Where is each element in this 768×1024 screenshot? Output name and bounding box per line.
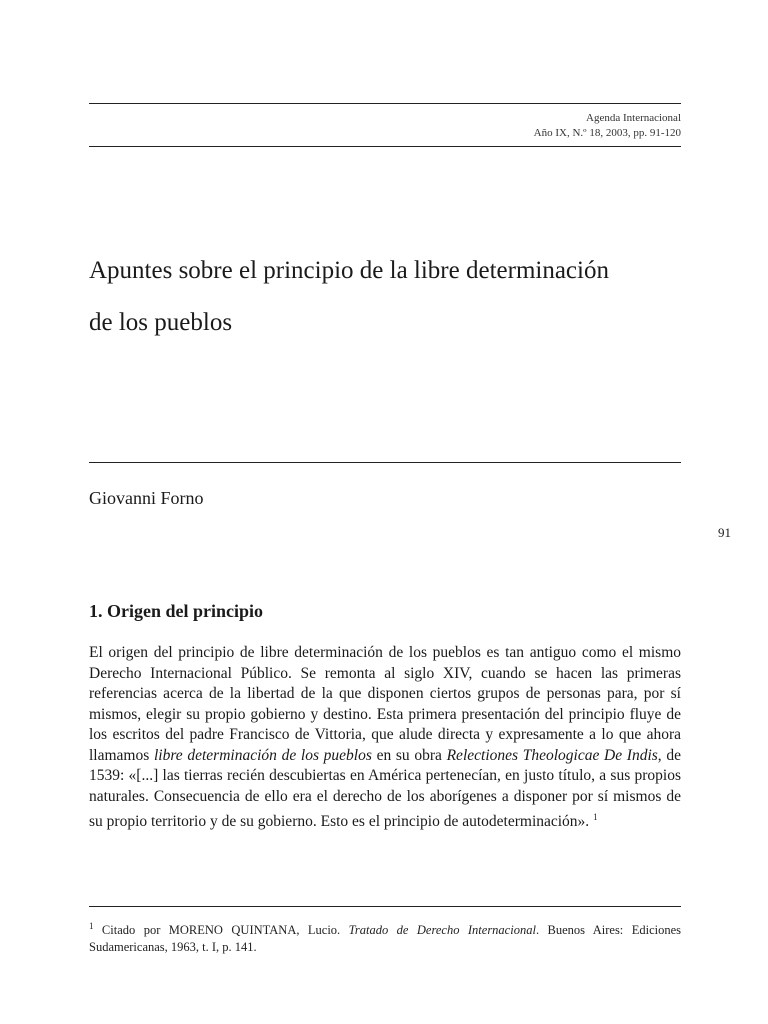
italic-term: libre determinación de los pueblos xyxy=(153,746,372,764)
paragraph-text-start: El origen del principio de libre determinación de los pueblos es tan antiguo como el mismo Derecho Internacional Público. Se remonta al siglo XIV, cuando se hacen las primeras referencias acerca de la libertad de la que disponen ciertos grupos de personas para, por sí mismos, elegir su propio gobierno y destino. Esta primera presentación del principio fluye de los escritos del padre Francisco de Vittoria, que alude directa y expresamente a lo que ahora llamamos xyxy=(89,644,681,764)
article-title xyxy=(89,245,689,349)
author-name: Giovanni Forno xyxy=(89,488,204,508)
footnote-rule xyxy=(89,906,681,907)
header-bottom-rule xyxy=(89,146,681,147)
work-title: Relectiones Theologicae De Indis xyxy=(446,746,658,764)
header-top-rule xyxy=(89,103,681,104)
title-line-2: de los pueblos xyxy=(89,309,233,336)
issue-info: Año IX, N.º 18, 2003, pp. 91-120 xyxy=(533,127,681,139)
paragraph-text-end: , de 1539: «[...] las tierras recién descubiertas en América pertenecían, en justo título, a sus propios naturales. Consecuencia de ello era el derecho de los aborígenes a disponer por sí mismos de su propio territorio y de su gobierno. Esto es el principio de autodeterminación». xyxy=(89,746,681,831)
author-rule xyxy=(89,462,681,463)
body-paragraph xyxy=(89,643,681,833)
footnote-marker: 1 xyxy=(89,921,94,931)
paragraph-text-mid: en su obra xyxy=(371,746,447,764)
running-header xyxy=(534,111,681,141)
footnote-book-title: Tratado de Derecho Internacional xyxy=(348,923,536,938)
footnote-text-before: Citado por MORENO QUINTANA, Lucio. xyxy=(93,923,349,938)
footnote-text-after: . Buenos Aires: Ediciones Sudamericanas, 1963, t. I, p. 141. xyxy=(89,923,682,955)
footnote-reference: 1 xyxy=(593,812,598,822)
footnote xyxy=(89,918,681,956)
page-number: 91 xyxy=(718,525,731,540)
journal-name: Agenda Internacional xyxy=(586,112,681,124)
section-heading: 1. Origen del principio xyxy=(89,601,264,621)
title-line-1: Apuntes sobre el principio de la libre determinación xyxy=(89,257,609,284)
